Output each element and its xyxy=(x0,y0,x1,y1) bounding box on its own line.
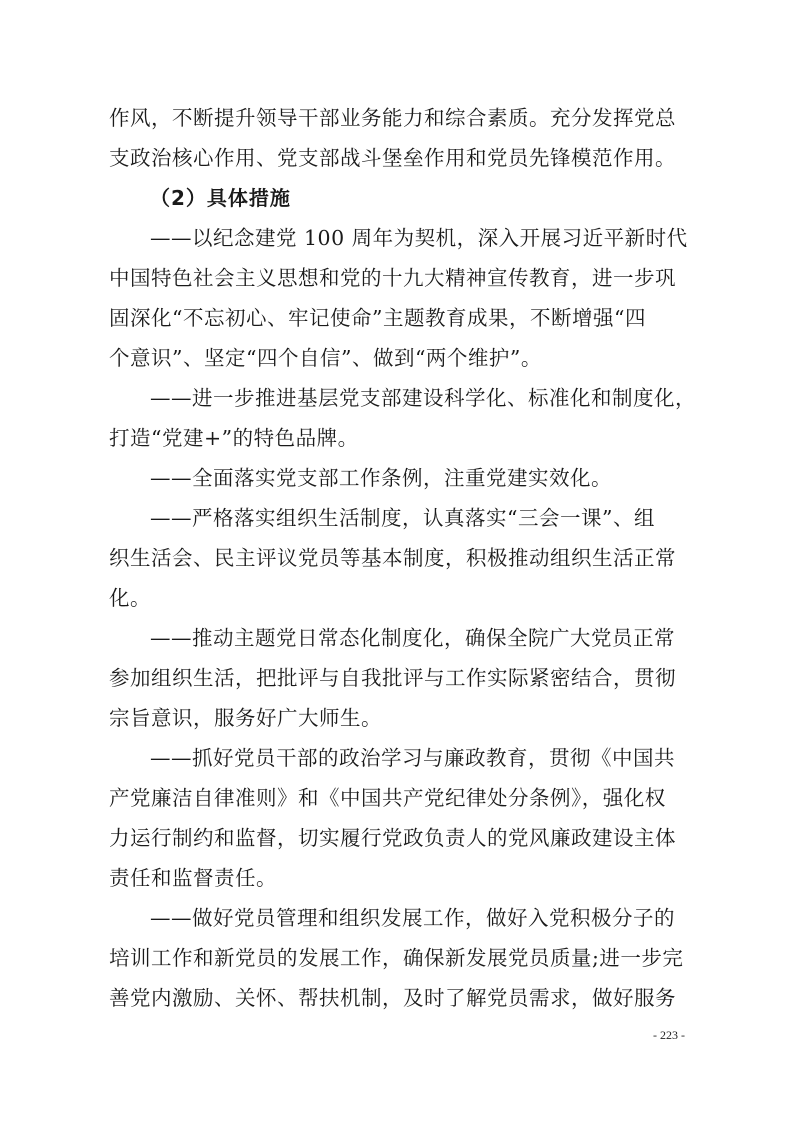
body-text-line: 宗旨意识，服务好广大师生。 xyxy=(109,706,382,730)
paragraph-start-line: ——进一步推进基层党支部建设科学化、标准化和制度化， xyxy=(150,386,696,410)
paragraph-start-line: ——推动主题党日常态化制度化，确保全院广大党员正常 xyxy=(150,626,675,650)
body-text-line: 善党内激励、关怀、帮扶机制，及时了解党员需求，做好服务 xyxy=(109,986,676,1010)
body-text-line: 化。 xyxy=(109,586,151,610)
body-text-line: 打造“党建+”的特色品牌。 xyxy=(109,426,359,450)
body-text-line: 中国特色社会主义思想和党的十九大精神宣传教育，进一步巩 xyxy=(109,266,676,290)
body-text-line: 固深化“不忘初心、牢记使命”主题教育成果，不断增强“四 xyxy=(109,306,646,330)
body-text-line: 参加组织生活，把批评与自我批评与工作实际紧密结合，贯彻 xyxy=(109,666,676,690)
body-text-line: 支政治核心作用、党支部战斗堡垒作用和党员先锋模范作用。 xyxy=(109,146,676,170)
body-text-line: 个意识”、坚定“四个自信”、做到“两个维护”。 xyxy=(109,346,542,370)
page-number: - 223 - xyxy=(653,1028,685,1042)
body-text-line: 培训工作和新党员的发展工作，确保新发展党员质量;进一步完 xyxy=(109,946,684,970)
body-text-line: 力运行制约和监督，切实履行党政负责人的党风廉政建设主体 xyxy=(109,826,676,850)
body-text-line: 织生活会、民主评议党员等基本制度，积极推动组织生活正常 xyxy=(109,546,676,570)
paragraph-start-line: ——严格落实组织生活制度，认真落实“三会一课”、组 xyxy=(150,506,655,530)
paragraph-start-line: ——抓好党员干部的政治学习与廉政教育，贯彻《中国共 xyxy=(150,746,675,770)
paragraph-start-line: ——以纪念建党 100 周年为契机，深入开展习近平新时代 xyxy=(150,226,688,250)
section-heading: （2）具体措施 xyxy=(150,186,291,210)
paragraph-start-line: ——做好党员管理和组织发展工作，做好入党积极分子的 xyxy=(150,906,675,930)
body-text-line: 产党廉洁自律准则》和《中国共产党纪律处分条例》，强化权 xyxy=(109,786,666,810)
body-text-line: 责任和监督责任。 xyxy=(109,866,277,890)
paragraph-start-line: ——全面落实党支部工作条例，注重党建实效化。 xyxy=(150,466,612,490)
body-text-line: 作风，不断提升领导干部业务能力和综合素质。充分发挥党总 xyxy=(109,106,676,130)
